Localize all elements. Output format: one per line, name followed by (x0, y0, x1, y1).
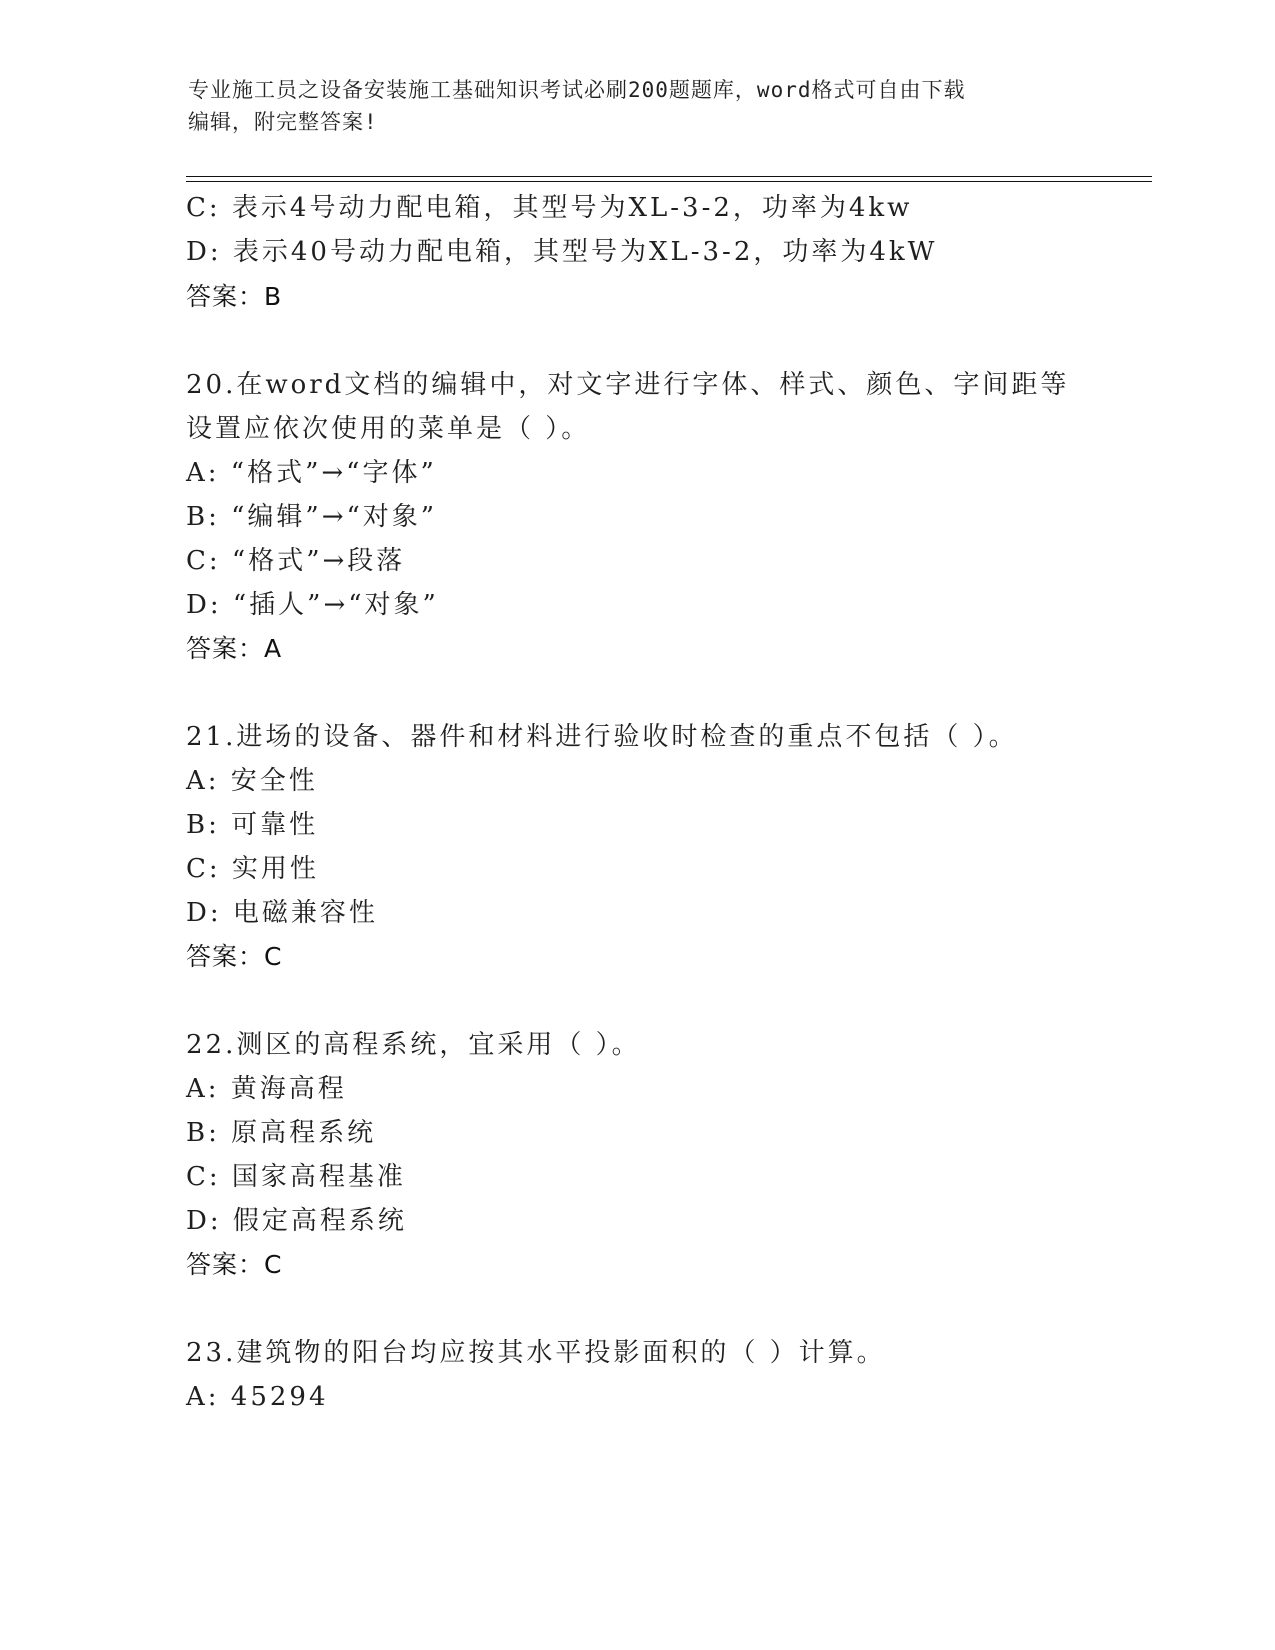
prev-answer: 答案：B (186, 282, 283, 311)
q20-option-b: B: “编辑”→“对象” (186, 502, 438, 532)
q21-option-a: A: 安全性 (186, 766, 318, 796)
header-title-line-2: 编辑，附完整答案! (188, 110, 378, 134)
q21-option-d: D: 电磁兼容性 (186, 898, 378, 928)
q23-option-a: A: 45294 (186, 1382, 329, 1412)
prev-option-d: D: 表示40号动力配电箱，其型号为XL-3-2，功率为4kW (186, 237, 938, 267)
q21-stem: 21.进场的设备、器件和材料进行验收时检查的重点不包括（ ）。 (186, 722, 1018, 752)
q22-stem: 22.测区的高程系统，宜采用（ ）。 (186, 1030, 641, 1060)
q20-option-c: C: “格式”→段落 (186, 546, 406, 576)
q22-option-c: C: 国家高程基准 (186, 1162, 406, 1192)
header-title-line-1: 专业施工员之设备安装施工基础知识考试必刷200题题库，word格式可自由下载 (188, 78, 966, 102)
document-header (188, 74, 1088, 138)
q20-answer: 答案：A (186, 634, 283, 663)
q21-option-b: B: 可靠性 (186, 810, 319, 840)
q22-option-d: D: 假定高程系统 (186, 1206, 407, 1236)
q20-stem-line-1: 20.在word文档的编辑中，对文字进行字体、样式、颜色、字间距等 (186, 370, 1070, 400)
q22-option-b: B: 原高程系统 (186, 1118, 377, 1148)
q21-option-c: C: 实用性 (186, 854, 319, 884)
header-divider-top (186, 176, 1152, 177)
prev-option-c: C: 表示4号动力配电箱，其型号为XL-3-2，功率为4kw (186, 193, 913, 223)
q20-option-d: D: “插人”→“对象” (186, 590, 439, 620)
q20-option-a: A: “格式”→“字体” (186, 458, 437, 488)
q21-answer: 答案：C (186, 942, 283, 971)
q23-stem: 23.建筑物的阳台均应按其水平投影面积的（ ）计算。 (186, 1338, 886, 1368)
q22-answer: 答案：C (186, 1250, 283, 1279)
q20-stem-line-2: 设置应依次使用的菜单是（ ）。 (186, 414, 591, 444)
q22-option-a: A: 黄海高程 (186, 1074, 347, 1104)
header-divider-bottom (186, 181, 1152, 182)
